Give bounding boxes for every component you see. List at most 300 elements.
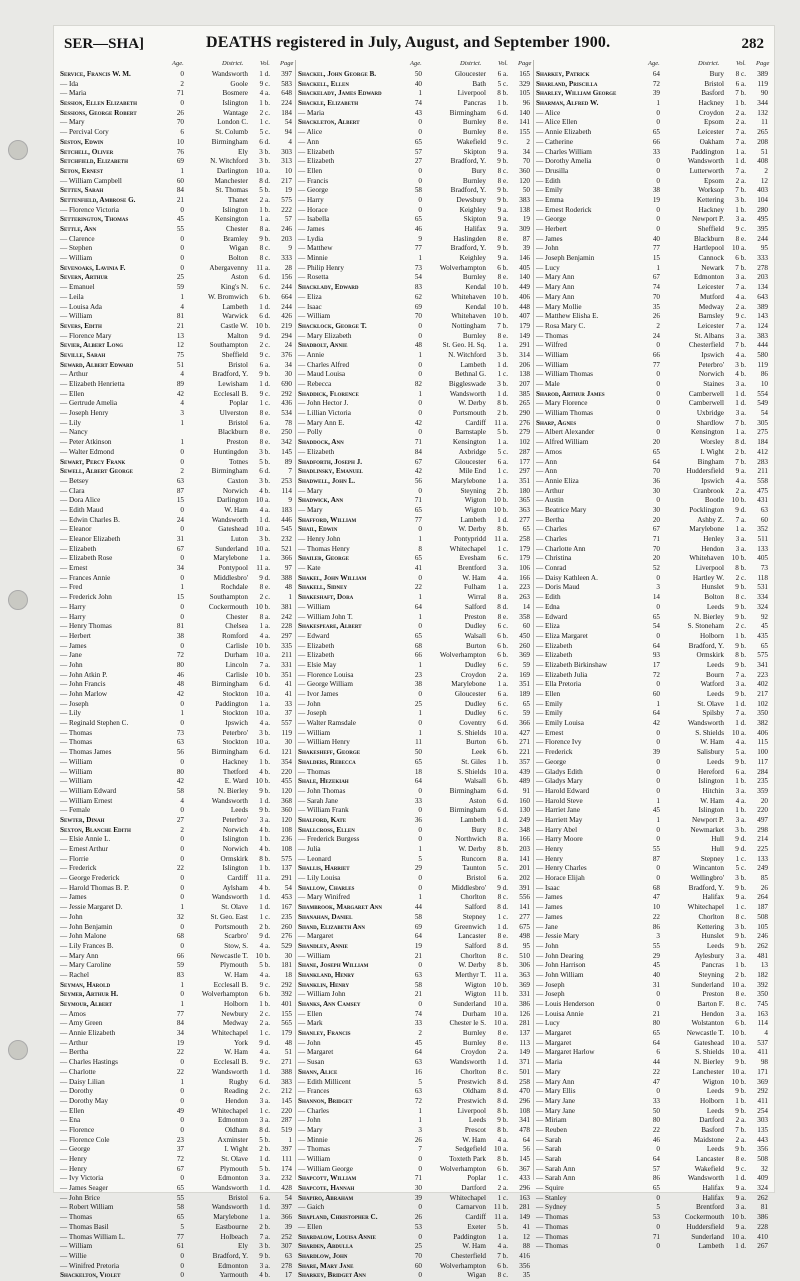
entry-age: 58 [414, 186, 422, 195]
entry-page: 246 [281, 225, 292, 233]
entry-age: 66 [176, 951, 184, 960]
entry-page: 65 [522, 699, 530, 708]
entry-page: 545 [281, 525, 292, 534]
entry-name: — Sarah [536, 1155, 644, 1165]
register-entry [298, 390, 530, 400]
entry-volume: 8 c. [497, 893, 508, 902]
entry-volume: 3 a. [735, 680, 746, 689]
entry-volume: 6 c. [497, 699, 508, 708]
entry-district: Epsom [704, 118, 724, 127]
entry-age: 27 [414, 157, 422, 166]
column-label-district: District. [460, 60, 482, 67]
entry-volume: 9 a. [497, 147, 508, 156]
entry-name: — Ernest [536, 729, 644, 739]
entry-page: 267 [757, 1242, 768, 1251]
entry-volume: 2 a. [735, 486, 746, 495]
entry-name: — William [60, 768, 168, 778]
entry-name: — Edith Maud [60, 506, 168, 516]
register-entry [60, 390, 292, 400]
entry-page: 41 [522, 1222, 530, 1231]
register-entry [536, 864, 768, 874]
entry-page: 179 [519, 321, 530, 330]
entry-name: Sewart, Percy Frank [60, 457, 126, 466]
entry-name: Sewell, Albert George [60, 467, 133, 476]
register-entry [536, 835, 768, 845]
register-entry [536, 554, 768, 564]
entry-page: 324 [757, 602, 768, 611]
entry-volume: 7 b. [735, 341, 746, 350]
entry-district: Croydon [460, 670, 486, 679]
entry-page: 32 [760, 1164, 768, 1173]
entry-age: 12 [176, 341, 184, 350]
entry-name: Shanks, Ann Camsey [298, 1000, 361, 1008]
entry-page: 228 [757, 1222, 768, 1231]
entry-district: Caxton [227, 476, 248, 485]
entry-page: 105 [757, 922, 768, 931]
entry-district: Romford [222, 631, 248, 640]
entry-age: 0 [656, 341, 660, 350]
entry-page: 138 [519, 205, 530, 214]
entry-name: Shadbolt, Annie [298, 341, 348, 350]
register-entry [60, 680, 292, 690]
entry-district: London C. [217, 118, 248, 127]
entry-page: 276 [281, 932, 292, 941]
entry-age: 1 [418, 660, 422, 669]
entry-volume: 8 e. [497, 932, 508, 941]
register-entry [60, 777, 292, 787]
entry-page: 427 [519, 728, 530, 737]
register-entry [536, 671, 768, 681]
entry-age: 0 [180, 719, 184, 728]
entry-volume: 1 b. [259, 99, 270, 108]
entry-name: Seymer, Arthur H. [60, 990, 119, 999]
entry-page: 2 [764, 166, 768, 175]
register-entry [298, 913, 530, 923]
entry-name: — Mary Ann E. [298, 419, 406, 429]
entry-name: — Amos [536, 448, 644, 458]
entry-age: 0 [180, 1125, 184, 1134]
entry-page: 409 [757, 1174, 768, 1183]
entry-volume: 6 d. [259, 680, 270, 689]
entry-age: 72 [652, 670, 660, 679]
entry-page: 51 [760, 147, 768, 156]
column-label-age: Age. [172, 60, 184, 67]
entry-age: 62 [414, 292, 422, 301]
entry-age: 2 [418, 1029, 422, 1038]
entry-volume: 8 d. [259, 1125, 270, 1134]
register-entry [298, 99, 530, 109]
entry-district: Newport P. [692, 215, 724, 224]
entry-page: 436 [281, 399, 292, 408]
entry-volume: 3 a. [735, 1009, 746, 1018]
register-entry [536, 709, 768, 719]
entry-age: 4 [180, 302, 184, 311]
entry-age: 93 [652, 651, 660, 660]
entry-age: 0 [180, 757, 184, 766]
entry-name: — Percival Cory [60, 128, 168, 138]
entry-district: Ipswich [701, 350, 724, 359]
entry-age: 0 [180, 1271, 184, 1280]
entry-volume: 1 c. [497, 544, 508, 553]
register-entry [536, 758, 768, 768]
entry-age: 5 [656, 1203, 660, 1212]
register-entry [60, 1136, 292, 1146]
entry-name: — James [298, 225, 406, 235]
entry-name: — William Edward [60, 787, 168, 797]
entry-name: — William Frank [298, 806, 406, 816]
entry-name: — Drusilla [536, 167, 644, 177]
register-entry [60, 1126, 292, 1136]
register-entry [298, 845, 530, 855]
register-entry [536, 351, 768, 361]
entry-volume: 9 c. [735, 1164, 746, 1173]
entry-age: 63 [414, 970, 422, 979]
register-entry [298, 148, 530, 158]
register-entry [60, 138, 292, 148]
entry-volume: 4 a. [735, 292, 746, 301]
entry-district: Wandsworth [211, 1184, 248, 1193]
entry-page: 169 [519, 670, 530, 679]
entry-page: 235 [281, 912, 292, 921]
entry-age: 66 [414, 651, 422, 660]
register-entry [536, 680, 768, 690]
entry-volume: 8 d. [259, 176, 270, 185]
entry-name: Settle, Ann [60, 225, 97, 233]
entry-page: 397 [281, 1203, 292, 1212]
entry-name: — Walter Ramsdale [298, 719, 406, 729]
register-entry [536, 1165, 768, 1175]
register-entry [60, 1155, 292, 1165]
entry-age: 71 [414, 1174, 422, 1183]
entry-age: 66 [652, 137, 660, 146]
register-entry [298, 777, 530, 787]
register-entry [60, 215, 292, 225]
entry-district: I. Wight [700, 447, 724, 456]
entry-volume: 8 d. [497, 1087, 508, 1096]
entries-column-2 [298, 70, 530, 1280]
register-entry [60, 758, 292, 768]
entry-page: 360 [281, 806, 292, 815]
entry-age: 0 [418, 399, 422, 408]
register-entry [536, 777, 768, 787]
entry-page: 133 [757, 544, 768, 553]
entry-name: — Lily Frances B. [60, 942, 168, 952]
column-label-vol: Vol. [498, 60, 508, 67]
entry-page: 223 [519, 583, 530, 592]
entry-district: Sheffield [221, 350, 248, 359]
entry-name: — George Frederick [60, 874, 168, 884]
entry-page: 389 [757, 70, 768, 78]
entry-page: 258 [519, 1077, 530, 1086]
entry-name: — William [298, 729, 406, 739]
entry-page: 163 [519, 1193, 530, 1202]
entry-age: 0 [656, 225, 660, 233]
register-entry [60, 167, 292, 177]
entry-name: — Mary Elizabeth [298, 332, 406, 342]
entry-district: Edmonton [218, 1261, 248, 1270]
entry-age: 26 [414, 1135, 422, 1144]
entry-age: 1 [656, 796, 660, 805]
entry-volume: 7 b. [735, 457, 746, 466]
entry-name: Severn, Arthur [60, 273, 108, 282]
entry-name: — James [536, 913, 644, 923]
entry-district: W. Ham [700, 738, 724, 747]
entry-age: 64 [652, 1038, 660, 1047]
entry-age: 81 [176, 312, 184, 321]
entry-page: 446 [281, 515, 292, 524]
entry-age: 19 [176, 1038, 184, 1047]
entry-volume: 8 b. [497, 961, 508, 970]
entry-district: Bingham [697, 457, 724, 466]
register-entry [60, 477, 292, 487]
entry-district: Prescot [464, 1125, 486, 1134]
entry-volume: 9 d. [735, 845, 746, 853]
entry-volume: 10 b. [255, 951, 270, 960]
entry-district: Huddersfield [686, 467, 724, 476]
register-entry [298, 874, 530, 884]
entry-name: Shackelady, James Edward [298, 89, 382, 98]
register-entry [536, 1010, 768, 1020]
entry-district: Southampton [209, 341, 248, 350]
entry-page: 296 [519, 1096, 530, 1105]
entry-district: Haslingden [453, 234, 486, 243]
entry-volume: 8 b. [497, 845, 508, 853]
entry-volume: 10 b. [731, 496, 746, 505]
entry-district: Toxteth Park [449, 1155, 486, 1163]
entry-district: Axminster [217, 1135, 248, 1144]
entry-district: W. Ham [462, 573, 486, 582]
entry-volume: 10 b. [255, 777, 270, 786]
entry-volume: 9 b. [497, 195, 508, 204]
entry-district: Peterbro' [698, 360, 724, 369]
entry-age: 0 [180, 525, 184, 534]
entry-page: 450 [519, 631, 530, 640]
register-entry [536, 855, 768, 865]
entry-page: 19 [284, 186, 292, 195]
entry-page: 350 [757, 709, 768, 718]
entry-name: — Charles William [536, 148, 644, 158]
entry-district: Norwich [222, 825, 248, 834]
entry-volume: 9 c. [259, 79, 270, 88]
entry-district: Hackney [222, 757, 248, 766]
entry-age: 37 [176, 1145, 184, 1154]
entry-volume: 1 d. [259, 1203, 270, 1212]
entry-volume: 8 c. [497, 951, 508, 960]
entry-volume: 9 b. [735, 757, 746, 766]
register-entry [60, 903, 292, 913]
register-entry [60, 564, 292, 574]
entry-age: 82 [414, 380, 422, 388]
register-entry [298, 1107, 530, 1117]
register-entry [536, 118, 768, 128]
entry-name: — Bertha [536, 516, 644, 526]
entry-volume: 4 a. [735, 738, 746, 747]
entry-age: 0 [418, 1271, 422, 1280]
register-entry [60, 196, 292, 206]
entry-district: Wolverhampton [439, 651, 486, 660]
entry-volume: 9 a. [497, 215, 508, 224]
entry-district: Whitehaven [689, 554, 724, 563]
register-entry [298, 1213, 530, 1223]
entry-volume: 9 b. [735, 1145, 746, 1154]
entry-page: 391 [519, 883, 530, 892]
entry-page: 113 [519, 1038, 530, 1047]
entry-name: — Edna [536, 603, 644, 613]
register-entry [536, 215, 768, 225]
entry-name: — Alice [298, 128, 406, 138]
entry-age: 8 [418, 544, 422, 553]
entry-district: Leeds [706, 602, 724, 611]
entry-page: 534 [281, 409, 292, 418]
entry-volume: 1 d. [735, 389, 746, 398]
entry-page: 314 [519, 350, 530, 359]
entry-district: Lambeth [460, 815, 486, 824]
entry-page: 291 [519, 341, 530, 350]
entry-district: Whitechapel [449, 544, 486, 553]
entry-page: 187 [757, 903, 768, 912]
entry-name: — Beatrice Mary [536, 506, 644, 516]
entry-volume: 5 b. [259, 186, 270, 195]
register-entry [536, 1126, 768, 1136]
entry-page: 283 [757, 457, 768, 466]
register-entry [298, 748, 530, 758]
entry-name: — Matthew [298, 244, 406, 254]
entry-volume: 4 b. [259, 1271, 270, 1280]
entry-name: — William [60, 312, 168, 322]
register-entry [298, 1029, 530, 1039]
entry-district: Hendon [701, 1009, 724, 1018]
entry-page: 366 [281, 1213, 292, 1222]
entry-page: 34 [284, 360, 292, 369]
register-entry [536, 138, 768, 148]
register-entry [60, 380, 292, 390]
entry-name: Shackelton, Violet [60, 1271, 121, 1280]
entry-district: Wakefield [694, 1164, 724, 1173]
entry-page: 287 [281, 1116, 292, 1125]
entry-page: 258 [519, 535, 530, 543]
entry-page: 291 [281, 874, 292, 883]
entry-volume: 8 e. [735, 1155, 746, 1163]
entry-name: — Clara [60, 487, 168, 497]
entry-name: — Eleanor Elizabeth [60, 535, 168, 545]
entry-district: Walsall [464, 777, 486, 786]
entry-volume: 8 b. [497, 1125, 508, 1134]
entry-page: 265 [519, 399, 530, 408]
entry-age: 0 [418, 874, 422, 883]
entry-volume: 1 d. [497, 1058, 508, 1067]
entry-age: 0 [656, 166, 660, 175]
entry-district: Runcorn [461, 854, 486, 863]
register-entry [60, 487, 292, 497]
register-entry [536, 768, 768, 778]
entry-name: — Elsie May [298, 661, 406, 671]
register-entry [60, 109, 292, 119]
entry-volume: 8 d. [497, 941, 508, 950]
register-entry [298, 1174, 530, 1184]
entry-age: 50 [652, 1106, 660, 1115]
entry-name: — Ivor James [298, 690, 406, 700]
entry-name: — Thomas [536, 1233, 644, 1243]
entry-name: — Mary Winifred [298, 893, 406, 903]
entry-page: 537 [757, 1038, 768, 1047]
entry-volume: 7 a. [259, 1232, 270, 1241]
entry-district: Leeds [706, 1087, 724, 1096]
entry-page: 369 [519, 980, 530, 989]
entry-volume: 6 b. [735, 1019, 746, 1028]
entry-age: 65 [414, 215, 422, 224]
entry-page: 435 [757, 631, 768, 640]
entry-volume: 8 b. [497, 525, 508, 534]
entry-age: 20 [652, 554, 660, 563]
register-entry [298, 632, 530, 642]
entry-district: Barnsley [698, 312, 724, 321]
entry-volume: 1 d. [259, 515, 270, 524]
entry-name: — John [298, 1039, 406, 1049]
entry-age: 22 [652, 1125, 660, 1134]
register-entry [536, 1194, 768, 1204]
entry-age: 0 [180, 554, 184, 563]
register-entry [536, 1048, 768, 1058]
entry-name: — Charlotte [60, 1068, 168, 1078]
entry-district: Wandsworth [211, 796, 248, 805]
register-entry [298, 923, 530, 933]
entry-volume: 10 a. [732, 244, 746, 253]
entry-district: W. Ham [224, 970, 248, 979]
entry-name: — Thomas [298, 1145, 406, 1155]
entry-age: 65 [652, 1029, 660, 1038]
entry-volume: 2 c. [259, 341, 270, 350]
entry-district: Ecclesall B. [213, 980, 248, 989]
entry-name: — William Ernest [60, 797, 168, 807]
register-entry [60, 806, 292, 816]
entry-district: Middlesbro' [451, 883, 486, 892]
entry-age: 0 [180, 1261, 184, 1270]
entry-name: Shailer, George [298, 554, 349, 563]
entry-name: — John Dearing [536, 952, 644, 962]
entry-name: — Mary [298, 506, 406, 516]
entry-name: — Elizabeth [298, 157, 406, 167]
entry-name: — Edith [536, 593, 644, 603]
entry-name: — Thomas [536, 332, 644, 342]
entry-age: 0 [180, 457, 184, 466]
entry-page: 134 [757, 283, 768, 292]
entry-name: — Frederick John [60, 593, 168, 603]
register-entry [60, 1048, 292, 1058]
entry-volume: 10 a. [256, 496, 270, 505]
entry-age: 0 [656, 1222, 660, 1231]
entry-district: Carlisle [225, 641, 248, 650]
register-entry [298, 332, 530, 342]
column-label-page: Page [518, 60, 532, 67]
binding-hole [8, 1040, 28, 1060]
entry-district: Wincanton [692, 864, 724, 873]
entry-age: 46 [176, 670, 184, 679]
entry-age: 48 [414, 341, 422, 350]
entry-name: — Willie [60, 1252, 168, 1262]
register-entry [298, 128, 530, 138]
register-entry [536, 1203, 768, 1213]
entry-page: 105 [519, 89, 530, 98]
entry-page: 141 [519, 854, 530, 863]
entry-district: Birmingham [449, 806, 486, 815]
entry-name: — Harry [298, 196, 406, 206]
entry-volume: 10 b. [255, 670, 270, 679]
entry-age: 0 [418, 370, 422, 379]
register-entry [536, 583, 768, 593]
entry-volume: 1 d. [497, 360, 508, 369]
entry-page: 279 [519, 428, 530, 437]
entry-age: 10 [652, 903, 660, 912]
